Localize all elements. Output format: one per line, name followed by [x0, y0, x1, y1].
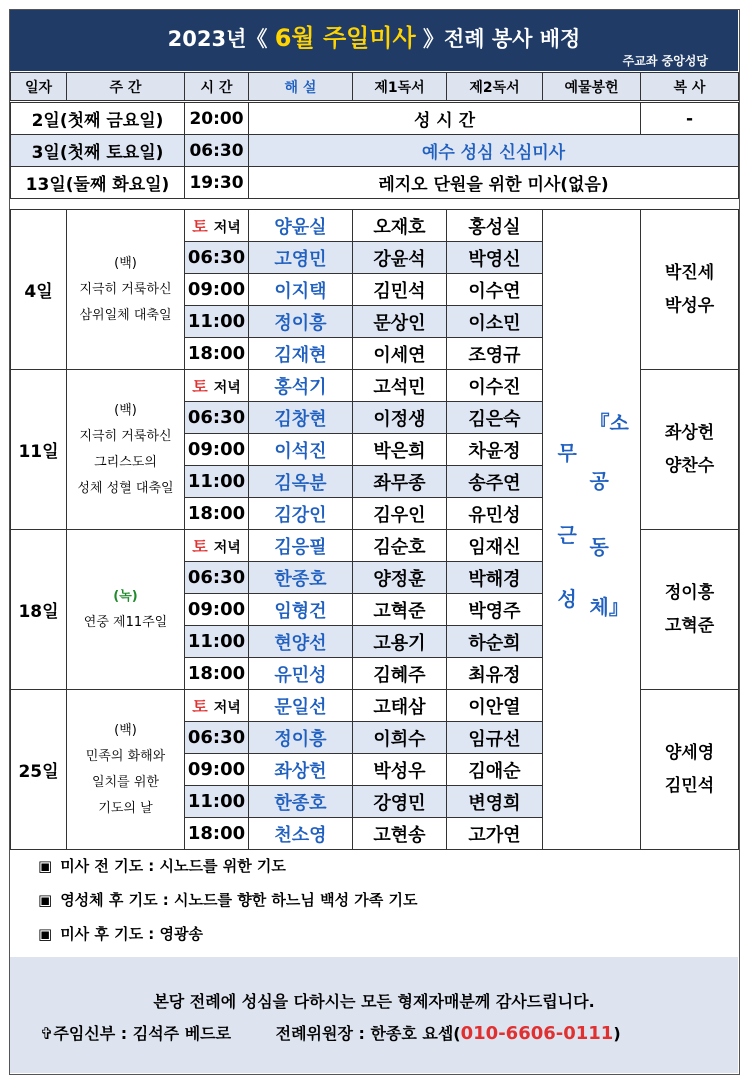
- reader2-name: 조영규: [447, 338, 543, 370]
- prayer-text: 미사 후 기도 : 영광송: [60, 925, 203, 943]
- feast-name-line: 성체 성혈 대축일: [77, 480, 174, 496]
- page-title: [10, 18, 738, 53]
- special-time: 06:30: [185, 135, 249, 167]
- commentator-name: 문일선: [249, 690, 353, 722]
- prayer-text: 미사 전 기도 : 시노드를 위한 기도: [60, 857, 286, 875]
- feast-cell: [67, 210, 185, 370]
- special-event: 성 시 간: [249, 103, 641, 135]
- reader1-name: 오재호: [353, 210, 447, 242]
- mass-time: 06:30: [185, 722, 249, 754]
- reader2-name: 이수연: [447, 274, 543, 306]
- col-offering: 예물봉헌: [543, 73, 641, 101]
- mass-time: 11:00: [185, 626, 249, 658]
- church-name: 주교좌 중앙성당: [622, 54, 708, 68]
- commentator-name: 김강인: [249, 498, 353, 530]
- footer-box: [10, 957, 738, 1073]
- title-highlight: 6월 주일미사: [274, 24, 416, 52]
- commentator-name: 한종호: [249, 562, 353, 594]
- reader2-name: 고가연: [447, 818, 543, 850]
- saturday-evening-time: [185, 370, 249, 402]
- commentator-name: 천소영: [249, 818, 353, 850]
- sunday-date: 25일: [11, 690, 67, 850]
- reader2-name: 임규선: [447, 722, 543, 754]
- server-name: 좌상헌: [664, 422, 715, 443]
- column-header-table: [10, 72, 739, 101]
- sunday-date: 11일: [11, 370, 67, 530]
- commentator-name: 이석진: [249, 434, 353, 466]
- mass-time: 18:00: [185, 658, 249, 690]
- reader1-name: 김민석: [353, 274, 447, 306]
- reader2-name: 이소민: [447, 306, 543, 338]
- sunday-mass-table: [10, 209, 739, 850]
- checkbox-square-icon: ▣: [38, 857, 53, 875]
- saturday-evening-time: [185, 210, 249, 242]
- reader1-name: 좌무종: [353, 466, 447, 498]
- saturday-mark: 토: [192, 537, 208, 556]
- title-suffix: 》전례 봉사 배정: [423, 27, 581, 51]
- feast-cell: [67, 690, 185, 850]
- reader1-name: 문상인: [353, 306, 447, 338]
- offering-group: [554, 407, 630, 647]
- commentator-name: 홍석기: [249, 370, 353, 402]
- server-name: 양세영: [664, 742, 715, 763]
- committee-close: ): [613, 1024, 621, 1043]
- col-server: 복 사: [641, 73, 739, 101]
- committee-line: 전례위원장 : 한종호 요셉(: [275, 1024, 461, 1043]
- altar-servers: [641, 530, 739, 690]
- feast-cell: [67, 530, 185, 690]
- phone-number: 010-6606-0111: [460, 1023, 614, 1044]
- feast-name-line: 연중 제11주일: [83, 614, 168, 630]
- special-row: [11, 103, 739, 135]
- commentator-name: 고영민: [249, 242, 353, 274]
- special-row: [11, 167, 739, 199]
- mass-time: 09:00: [185, 434, 249, 466]
- liturgical-color: (백): [114, 402, 137, 418]
- evening-label: 저녁: [213, 380, 241, 396]
- col-date: 일자: [11, 73, 67, 101]
- mass-time: 09:00: [185, 754, 249, 786]
- reader2-name: 박해경: [447, 562, 543, 594]
- offering-char: 성: [557, 587, 577, 611]
- altar-servers: [641, 370, 739, 530]
- reader2-name: 박영주: [447, 594, 543, 626]
- evening-label: 저녁: [213, 220, 241, 236]
- checkbox-square-icon: ▣: [38, 891, 53, 909]
- feast-name-line: 삼위일체 대축일: [79, 307, 172, 323]
- server-name: 정이흥: [664, 582, 715, 603]
- mass-time: 11:00: [185, 466, 249, 498]
- column-header-row: [11, 73, 739, 101]
- reader2-name: 변영희: [447, 786, 543, 818]
- reader1-name: 김혜주: [353, 658, 447, 690]
- reader2-name: 임재신: [447, 530, 543, 562]
- col-week: 주 간: [67, 73, 185, 101]
- feast-cell: [67, 370, 185, 530]
- commentator-name: 한종호: [249, 786, 353, 818]
- offering-char: 체』: [589, 595, 629, 619]
- special-mass-table: [10, 102, 739, 199]
- commentator-name: 임형건: [249, 594, 353, 626]
- prayer-item: [38, 886, 417, 920]
- reader1-name: 이정생: [353, 402, 447, 434]
- reader1-name: 박성우: [353, 754, 447, 786]
- col-reading1: 제1독서: [353, 73, 447, 101]
- checkbox-square-icon: ▣: [38, 925, 53, 943]
- col-time: 시 간: [185, 73, 249, 101]
- commentator-name: 정이흥: [249, 306, 353, 338]
- mass-time: 06:30: [185, 402, 249, 434]
- offering-cell: [543, 210, 641, 850]
- reader2-name: 김은숙: [447, 402, 543, 434]
- feast-name-line: 지극히 거룩하신: [79, 281, 172, 297]
- reader2-name: 박영신: [447, 242, 543, 274]
- saturday-mark: 토: [192, 377, 208, 396]
- mass-time: 18:00: [185, 498, 249, 530]
- reader1-name: 이세연: [353, 338, 447, 370]
- offering-char: 동: [589, 535, 609, 559]
- prayer-item: [38, 920, 417, 954]
- special-event: 예수 성심 신심미사: [249, 135, 739, 167]
- pastor-line: ✞주임신부 : 김석주 베드로: [40, 1024, 232, 1043]
- special-date: 2일(첫째 금요일): [11, 103, 185, 135]
- feast-name-line: 지극히 거룩하신: [79, 428, 172, 444]
- mass-time: 06:30: [185, 242, 249, 274]
- commentator-name: 김창현: [249, 402, 353, 434]
- offering-char: 공: [589, 469, 609, 493]
- reader1-name: 김우인: [353, 498, 447, 530]
- special-date: 3일(첫째 토요일): [11, 135, 185, 167]
- mass-time: 18:00: [185, 818, 249, 850]
- mass-time: 09:00: [185, 274, 249, 306]
- mass-time: 06:30: [185, 562, 249, 594]
- title-prefix: 2023년《: [167, 27, 268, 51]
- reader1-name: 고석민: [353, 370, 447, 402]
- commentator-name: 김옥분: [249, 466, 353, 498]
- server-name: 박성우: [664, 295, 715, 316]
- reader2-name: 유민성: [447, 498, 543, 530]
- offering-char: 『소: [589, 411, 629, 435]
- saturday-mark: 토: [192, 697, 208, 716]
- col-reading2: 제2독서: [447, 73, 543, 101]
- commentator-name: 김재현: [249, 338, 353, 370]
- commentator-name: 유민성: [249, 658, 353, 690]
- reader2-name: 하순희: [447, 626, 543, 658]
- special-time: 20:00: [185, 103, 249, 135]
- special-time: 19:30: [185, 167, 249, 199]
- col-commentary: 해 설: [249, 73, 353, 101]
- liturgical-color: (녹): [113, 588, 138, 604]
- reader1-name: 강윤석: [353, 242, 447, 274]
- server-name: 김민석: [664, 775, 715, 796]
- mass-time: 09:00: [185, 594, 249, 626]
- server-name: 양찬수: [664, 455, 715, 476]
- mass-time: 18:00: [185, 338, 249, 370]
- special-date: 13일(둘째 화요일): [11, 167, 185, 199]
- commentator-name: 김응필: [249, 530, 353, 562]
- reader1-name: 김순호: [353, 530, 447, 562]
- thanks-message: 본당 전례에 성심을 다하시는 모든 형제자매분께 감사드립니다.: [153, 992, 595, 1011]
- reader2-name: 송주연: [447, 466, 543, 498]
- server-name: 고혁준: [664, 615, 715, 636]
- server-name: 박진세: [664, 262, 715, 283]
- prayer-list: [38, 852, 417, 954]
- feast-name-line: 일치를 위한: [92, 774, 159, 790]
- evening-label: 저녁: [213, 540, 241, 556]
- commentator-name: 이지택: [249, 274, 353, 306]
- mass-time: 11:00: [185, 786, 249, 818]
- reader2-name: 김애순: [447, 754, 543, 786]
- special-row: [11, 135, 739, 167]
- saturday-evening-time: [185, 530, 249, 562]
- altar-servers: [641, 690, 739, 850]
- commentator-name: 현양선: [249, 626, 353, 658]
- altar-servers: [641, 210, 739, 370]
- evening-label: 저녁: [213, 700, 241, 716]
- saturday-mark: 토: [192, 217, 208, 236]
- reader1-name: 양정훈: [353, 562, 447, 594]
- reader1-name: 고현송: [353, 818, 447, 850]
- reader1-name: 박은희: [353, 434, 447, 466]
- special-event: 레지오 단원을 위한 미사(없음): [249, 167, 739, 199]
- special-server: -: [641, 103, 739, 135]
- prayer-text: 영성체 후 기도 : 시노드를 향한 하느님 백성 가족 기도: [60, 891, 418, 909]
- commentator-name: 좌상헌: [249, 754, 353, 786]
- reader1-name: 강영민: [353, 786, 447, 818]
- offering-char: 무: [557, 441, 577, 465]
- reader1-name: 고태삼: [353, 690, 447, 722]
- liturgical-color: (백): [114, 722, 137, 738]
- reader2-name: 이안열: [447, 690, 543, 722]
- saturday-evening-time: [185, 690, 249, 722]
- prayer-item: [38, 852, 417, 886]
- liturgical-color: (백): [114, 255, 137, 271]
- mass-time: 11:00: [185, 306, 249, 338]
- commentator-name: 양윤실: [249, 210, 353, 242]
- reader2-name: 홍성실: [447, 210, 543, 242]
- reader2-name: 이수진: [447, 370, 543, 402]
- offering-char: 근: [557, 523, 577, 547]
- sunday-date: 18일: [11, 530, 67, 690]
- mass-row: [11, 210, 739, 242]
- reader1-name: 고용기: [353, 626, 447, 658]
- signature-line: [40, 1021, 621, 1044]
- feast-name-line: 민족의 화해와: [85, 748, 166, 764]
- reader1-name: 고혁준: [353, 594, 447, 626]
- sunday-date: 4일: [11, 210, 67, 370]
- feast-name-line: 그리스도의: [94, 454, 157, 470]
- title-banner: [10, 10, 738, 71]
- reader2-name: 차윤정: [447, 434, 543, 466]
- commentator-name: 정이흥: [249, 722, 353, 754]
- reader1-name: 이희수: [353, 722, 447, 754]
- reader2-name: 최유정: [447, 658, 543, 690]
- feast-name-line: 기도의 날: [98, 800, 153, 816]
